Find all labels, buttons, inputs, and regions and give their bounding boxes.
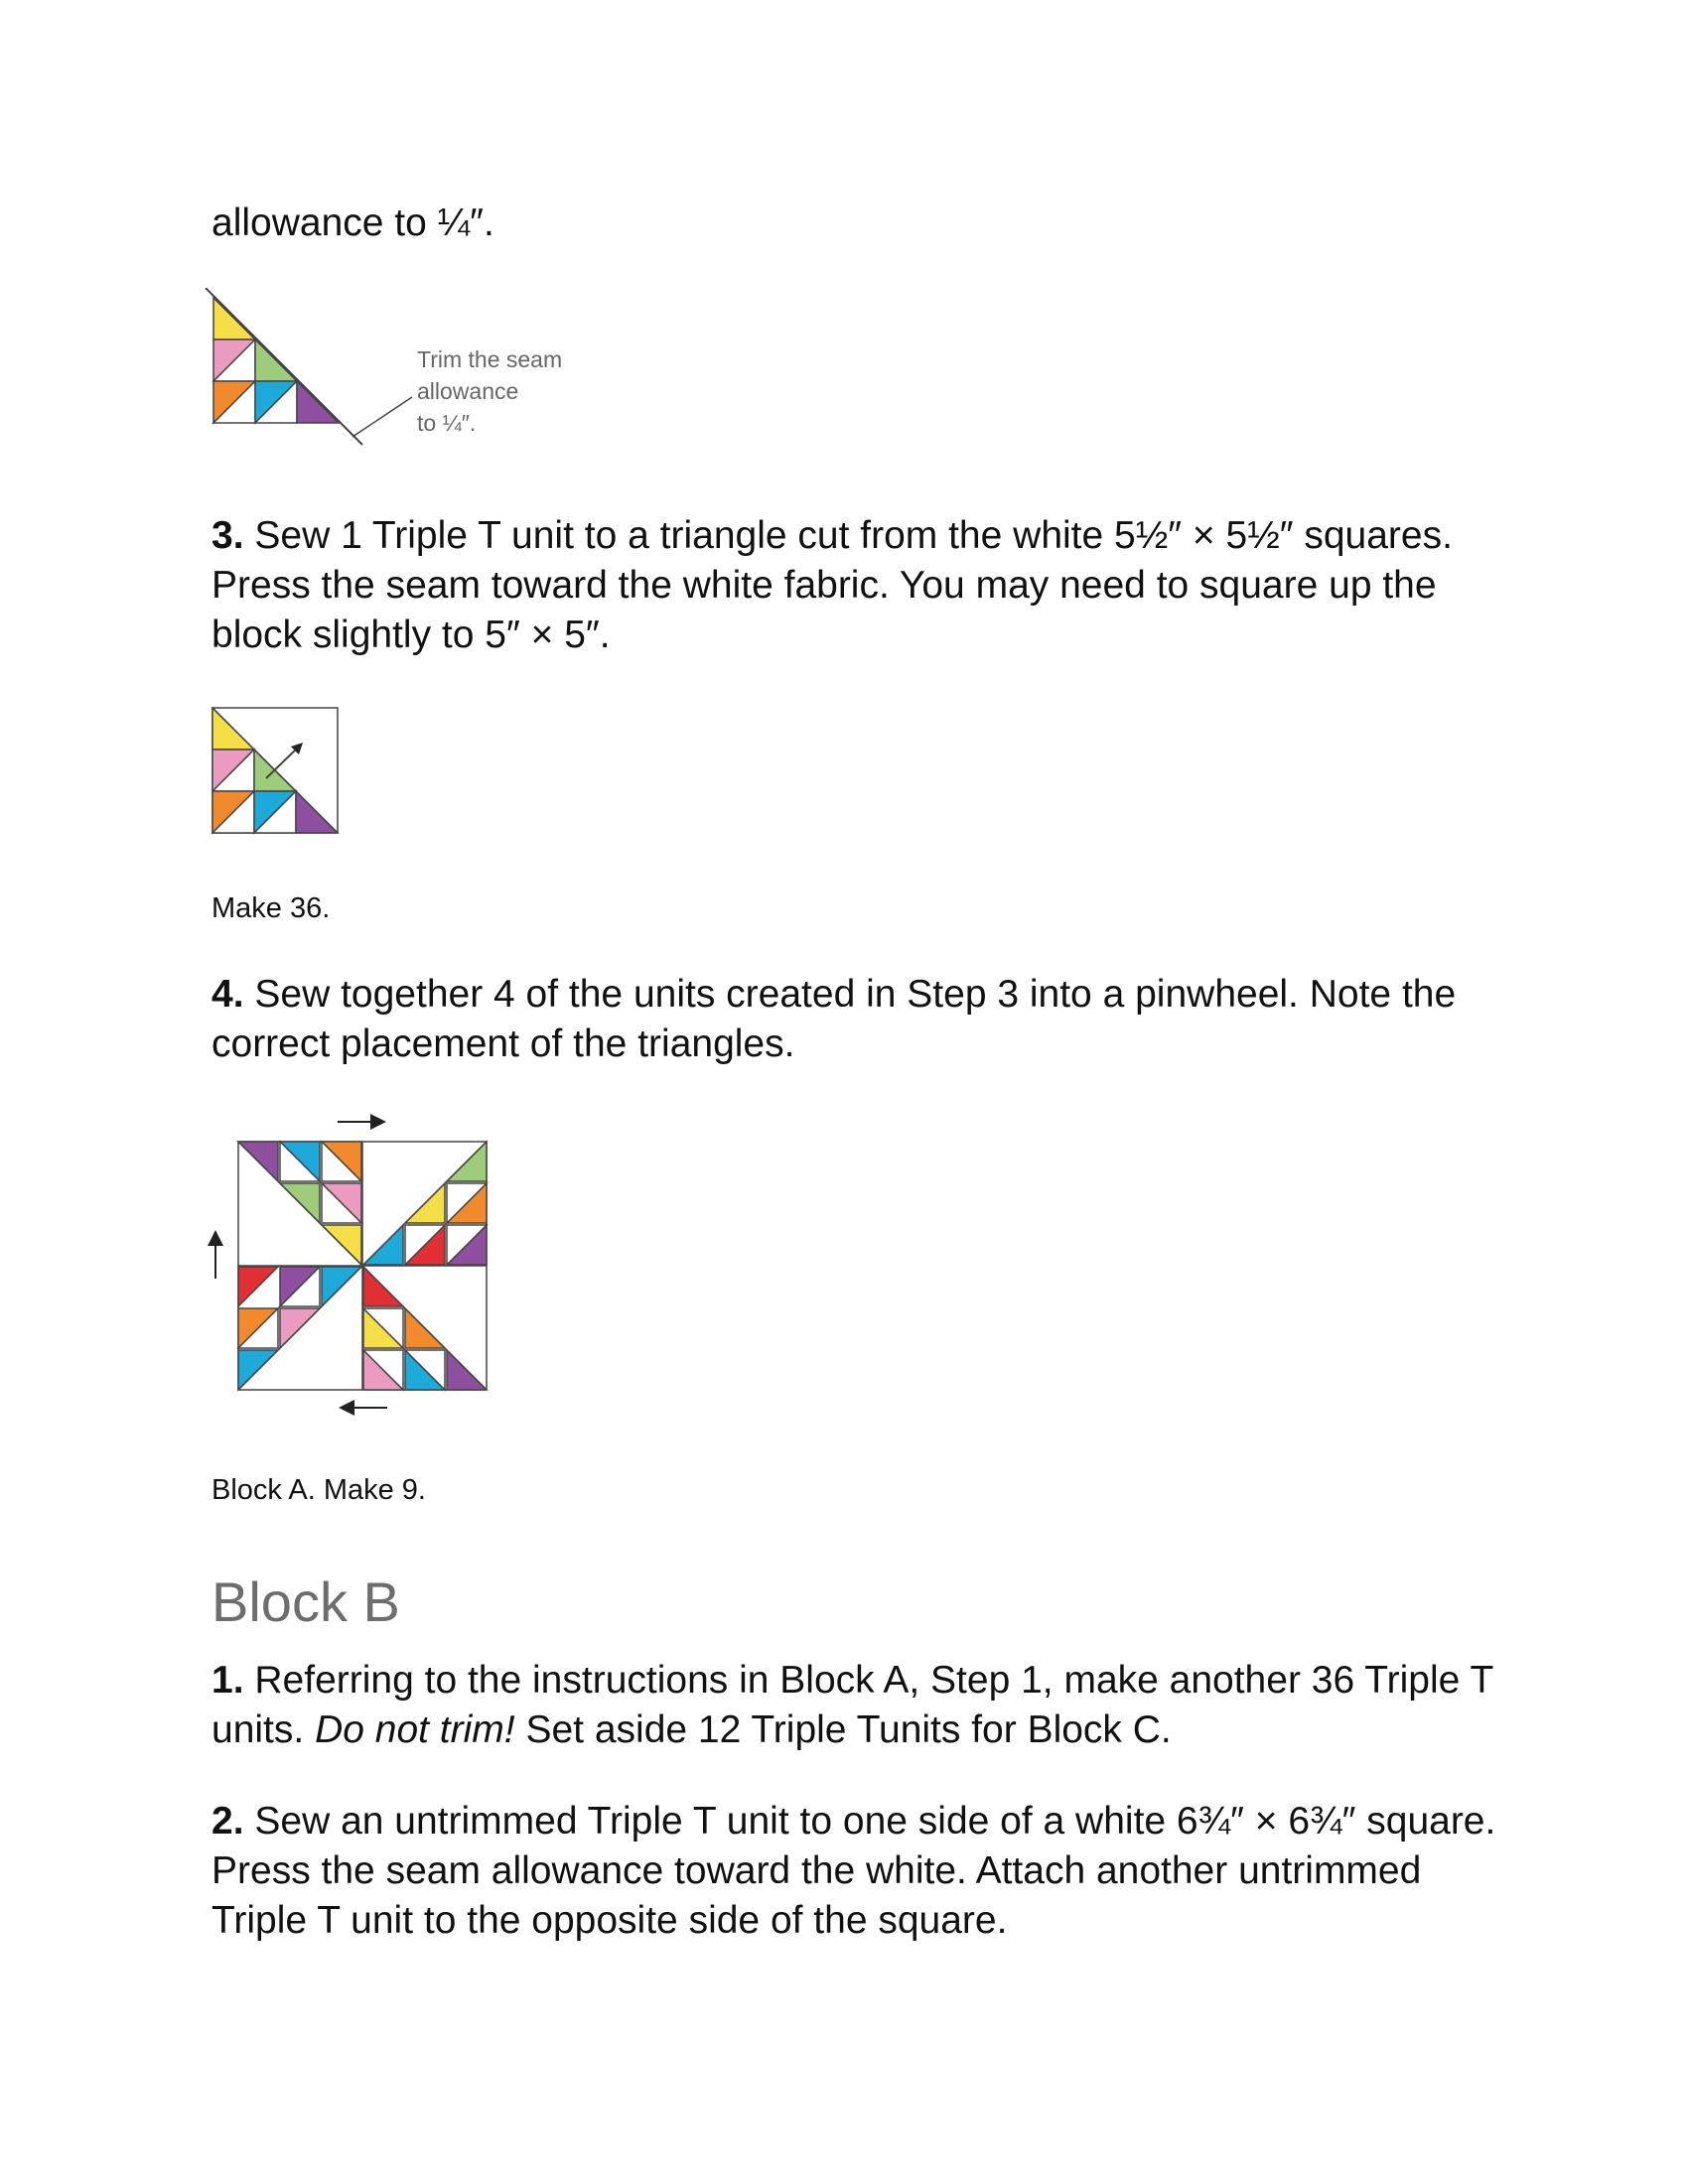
block-b-heading: Block B	[211, 1570, 400, 1633]
caption-block-a: Block A. Make 9.	[211, 1474, 426, 1506]
step-3-text: Sew 1 Triple T unit to a triangle cut from the white 5½″ × 5½″ squares. Press the seam toward the white fabric. You may need to square up the block slightly to 5″ × 5″.	[211, 514, 1453, 656]
block-b-step-2-text: Sew an untrimmed Triple T unit to one side of a white 6¾″ × 6¾″ square. Press the seam allowance toward the white. Attach another untrimmed Triple T unit to the opposite side of the square.	[211, 1800, 1496, 1942]
trim-label-line2: allowance	[417, 378, 519, 404]
unit-square-figure	[211, 707, 341, 836]
yellow-triangle	[213, 298, 255, 340]
block-b-step-1-text-before: Referring to the instructions in Block A, Step 1, make another 36 Triple T units.	[211, 1659, 1493, 1751]
block-b-step-1-italic: Do not trim!	[315, 1708, 515, 1751]
step-4-paragraph	[211, 970, 1502, 1069]
block-b-step-2-number: 2.	[211, 1800, 244, 1843]
caption-make-36: Make 36.	[211, 892, 331, 924]
step-3-paragraph	[211, 511, 1502, 660]
block-b-step-1-number: 1.	[211, 1659, 244, 1702]
step-4-text: Sew together 4 of the units created in Step 3 into a pinwheel. Note the correct placement of the triangles.	[211, 973, 1457, 1065]
trim-label-line3: to ¼″.	[417, 410, 477, 436]
pinwheel-block-figure	[204, 1110, 501, 1428]
block-b-step-2-paragraph	[211, 1797, 1502, 1946]
intro-text: allowance to ¼″.	[211, 202, 494, 244]
step-3-number: 3.	[211, 514, 244, 557]
block-b-step-1-text-after: Set aside 12 Triple Tunits for Block C.	[525, 1708, 1172, 1751]
block-b-step-1-paragraph	[211, 1656, 1502, 1755]
triple-t-trim-figure	[204, 288, 601, 467]
step-4-number: 4.	[211, 973, 244, 1016]
trim-label-line1: Trim the seam	[417, 346, 563, 372]
